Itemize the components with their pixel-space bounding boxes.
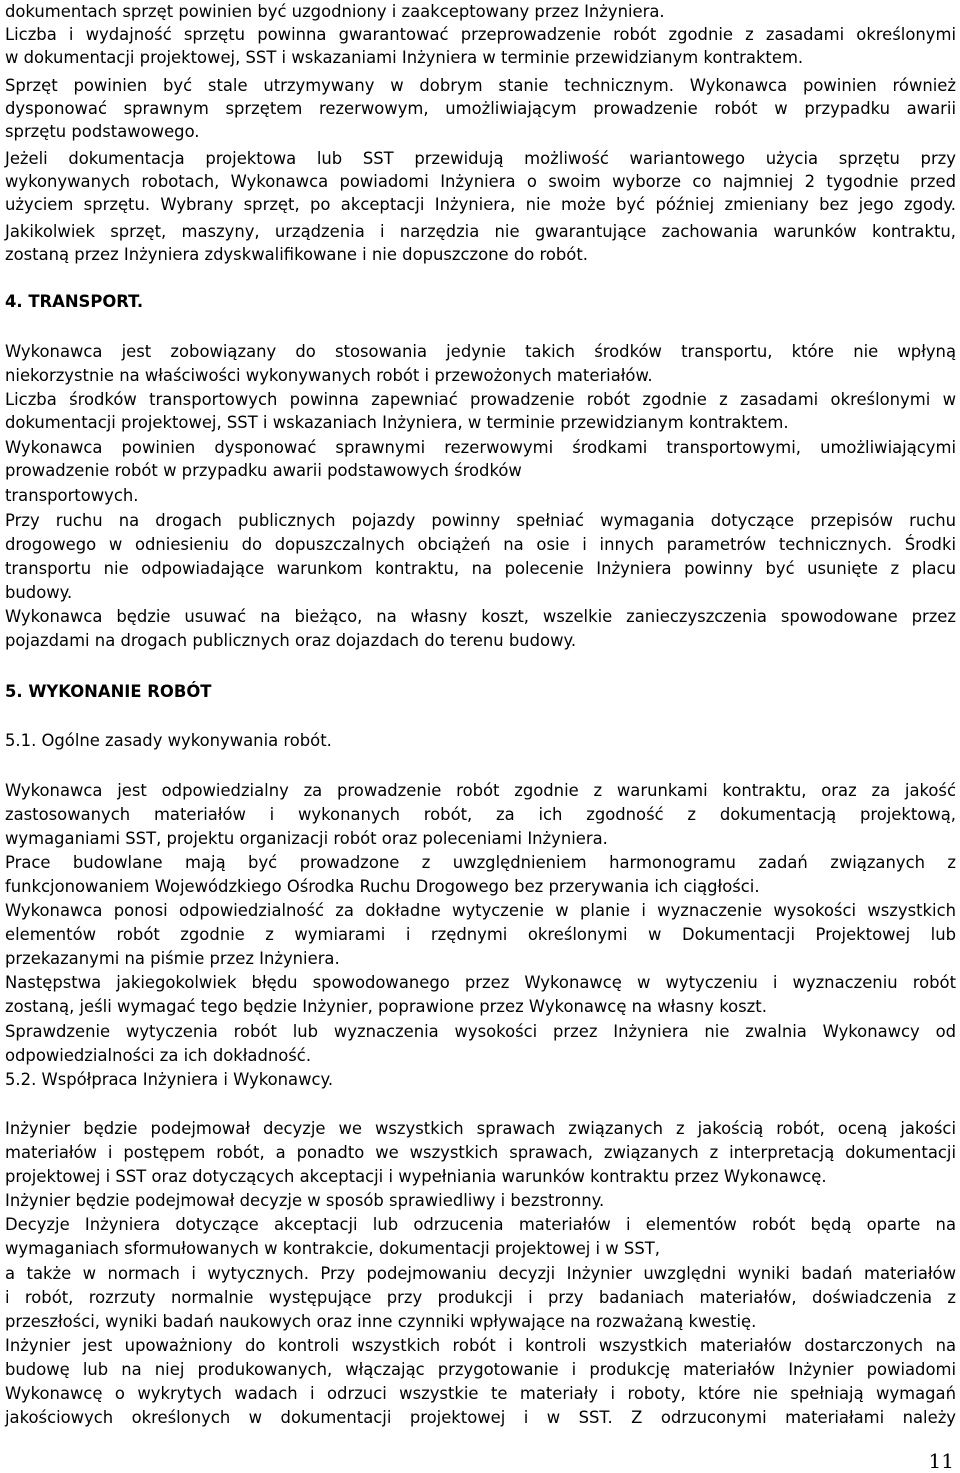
text-line: a także w normach i wytycznych. Przy podejmowaniu decyzji Inżynier uwzględni wyniki badań materiałów bbox=[5, 1264, 956, 1283]
text-line: Sprzęt powinien być stale utrzymywany w dobrym stanie technicznym. Wykonawca powinien również bbox=[5, 76, 956, 95]
subsection-heading: 5.1. Ogólne zasady wykonywania robót. bbox=[5, 731, 332, 750]
text-line: jakościowych określonych w dokumentacji projektowej i w SST. Z odrzuconymi materiałami należy bbox=[5, 1408, 956, 1427]
text-line: transportowych. bbox=[5, 486, 139, 505]
text-line: pojazdami na drogach publicznych oraz dojazdach do terenu budowy. bbox=[5, 631, 577, 650]
text-line: Wykonawcę o wykrytych wadach i odrzuci wszystkie te materiały i roboty, które nie spełniają wymagań bbox=[5, 1384, 956, 1403]
section-heading: 4. TRANSPORT. bbox=[5, 292, 144, 311]
text-line: dokumentach sprzęt powinien być uzgodniony i zaakceptowany przez Inżyniera. bbox=[5, 2, 665, 21]
text-line: Liczba i wydajność sprzętu powinna gwarantować przeprowadzenie robót zgodnie z zasadami określonymi bbox=[5, 25, 956, 44]
text-line: wykonywanych robotach, Wykonawca powiadomi Inżyniera o swoim wyborze co najmniej 2 tygodnie przed bbox=[5, 172, 956, 191]
text-line: Przy ruchu na drogach publicznych pojazdy powinny spełniać wymagania dotyczące przepisów ruchu bbox=[5, 511, 956, 530]
text-line: Wykonawca jest zobowiązany do stosowania jedynie takich środków transportu, które nie wpłyną bbox=[5, 342, 956, 361]
text-line: Wykonawca jest odpowiedzialny za prowadzenie robót zgodnie z warunkami kontraktu, oraz za jakość bbox=[5, 781, 956, 800]
text-line: odpowiedzialności za ich dokładność. bbox=[5, 1046, 312, 1065]
text-line: Wykonawca ponosi odpowiedzialność za dokładne wytyczenie w planie i wyznaczenie wysokości wszystkich bbox=[5, 901, 956, 920]
text-line: materiałów i postępem robót, a ponadto we wszystkich sprawach, związanych z interpretacją dokumentacji bbox=[5, 1143, 956, 1162]
text-line: zastosowanych materiałów i wykonanych robót, za ich zgodność z dokumentacją projektową, bbox=[5, 805, 956, 824]
text-line: sprzętu podstawowego. bbox=[5, 122, 200, 141]
text-line: prowadzenie robót w przypadku awarii podstawowych środków bbox=[5, 461, 522, 480]
page-number: 11 bbox=[928, 1449, 954, 1473]
text-line: zostaną, jeśli wymagać tego będzie Inżynier, poprawione przez Wykonawcę na własny koszt. bbox=[5, 997, 767, 1016]
text-line: i robót, rozrzuty normalnie występujące przy produkcji i przy badaniach materiałów, doświadczenia z bbox=[5, 1288, 956, 1307]
text-line: projektowej i SST oraz dotyczących akceptacji i wypełniania warunków kontraktu przez Wykonawcę. bbox=[5, 1167, 827, 1186]
subsection-heading: 5.2. Współpraca Inżyniera i Wykonawcy. bbox=[5, 1070, 334, 1089]
section-heading: 5. WYKONANIE ROBÓT bbox=[5, 682, 212, 701]
text-line: Jeżeli dokumentacja projektowa lub SST przewidują możliwość wariantowego użycia sprzętu przy bbox=[5, 149, 956, 168]
text-line: przeszłości, wyniki badań naukowych oraz inne czynniki wpływające na rozważaną kwestię. bbox=[5, 1312, 757, 1331]
text-line: dokumentacji projektowej, SST i wskazaniach Inżyniera, w terminie przewidzianym kontraktem. bbox=[5, 413, 789, 432]
text-line: drogowego w odniesieniu do dopuszczalnych obciążeń na osie i innych parametrów technicznych. Środki bbox=[5, 535, 956, 554]
text-line: wymaganiach sformułowanych w kontrakcie, dokumentacji projektowej i w SST, bbox=[5, 1239, 660, 1258]
text-line: przekazanymi na piśmie przez Inżyniera. bbox=[5, 949, 340, 968]
text-line: zostaną przez Inżyniera zdyskwalifikowane i nie dopuszczone do robót. bbox=[5, 245, 588, 264]
text-line: Liczba środków transportowych powinna zapewniać prowadzenie robót zgodnie z zasadami określonymi w bbox=[5, 390, 956, 409]
text-line: budowy. bbox=[5, 583, 73, 602]
text-line: Inżynier będzie podejmował decyzje w sposób sprawiedliwy i bezstronny. bbox=[5, 1191, 605, 1210]
text-line: Sprawdzenie wytyczenia robót lub wyznaczenia wysokości przez Inżyniera nie zwalnia Wykonawcy od bbox=[5, 1022, 956, 1041]
text-line: Decyzje Inżyniera dotyczące akceptacji lub odrzucenia materiałów i elementów robót będą oparte na bbox=[5, 1215, 956, 1234]
text-line: użyciem sprzętu. Wybrany sprzęt, po akceptacji Inżyniera, nie może być później zmieniany bez jego zgody. bbox=[5, 195, 956, 214]
text-line: wymaganiami SST, projektu organizacji robót oraz poleceniami Inżyniera. bbox=[5, 829, 608, 848]
text-line: niekorzystnie na właściwości wykonywanych robót i przewożonych materiałów. bbox=[5, 366, 653, 385]
text-line: dysponować sprawnym sprzętem rezerwowym, umożliwiającym prowadzenie robót w przypadku awarii bbox=[5, 99, 956, 118]
text-line: elementów robót zgodnie z wymiarami i rzędnymi określonymi w Dokumentacji Projektowej lub bbox=[5, 925, 956, 944]
text-line: funkcjonowaniem Wojewódzkiego Ośrodka Ruchu Drogowego bez przerywania ich ciągłości. bbox=[5, 877, 760, 896]
text-line: Wykonawca powinien dysponować sprawnymi rezerwowymi środkami transportowymi, umożliwiającymi bbox=[5, 438, 956, 457]
text-line: Następstwa jakiegokolwiek błędu spowodowanego przez Wykonawcę w wytyczeniu i wyznaczeniu robót bbox=[5, 973, 956, 992]
text-line: Jakikolwiek sprzęt, maszyny, urządzenia i narzędzia nie gwarantujące zachowania warunków kontraktu, bbox=[5, 222, 956, 241]
text-line: budowę lub na niej produkowanych, włączając przygotowanie i produkcję materiałów Inżynier powiadomi bbox=[5, 1360, 956, 1379]
text-line: Inżynier będzie podejmował decyzje we wszystkich sprawach związanych z jakością robót, oceną jakości bbox=[5, 1119, 956, 1138]
text-line: Prace budowlane mają być prowadzone z uwzględnieniem harmonogramu zadań związanych z bbox=[5, 853, 956, 872]
text-line: Wykonawca będzie usuwać na bieżąco, na własny koszt, wszelkie zanieczyszczenia spowodowane przez bbox=[5, 607, 956, 626]
text-line: w dokumentacji projektowej, SST i wskazaniami Inżyniera w terminie przewidzianym kontraktem. bbox=[5, 48, 804, 67]
text-line: Inżynier jest upoważniony do kontroli wszystkich robót i kontroli wszystkich materiałów dostarczonych na bbox=[5, 1336, 956, 1355]
text-line: transportu nie odpowiadające warunkom kontraktu, na polecenie Inżyniera powinny być usunięte z placu bbox=[5, 559, 956, 578]
